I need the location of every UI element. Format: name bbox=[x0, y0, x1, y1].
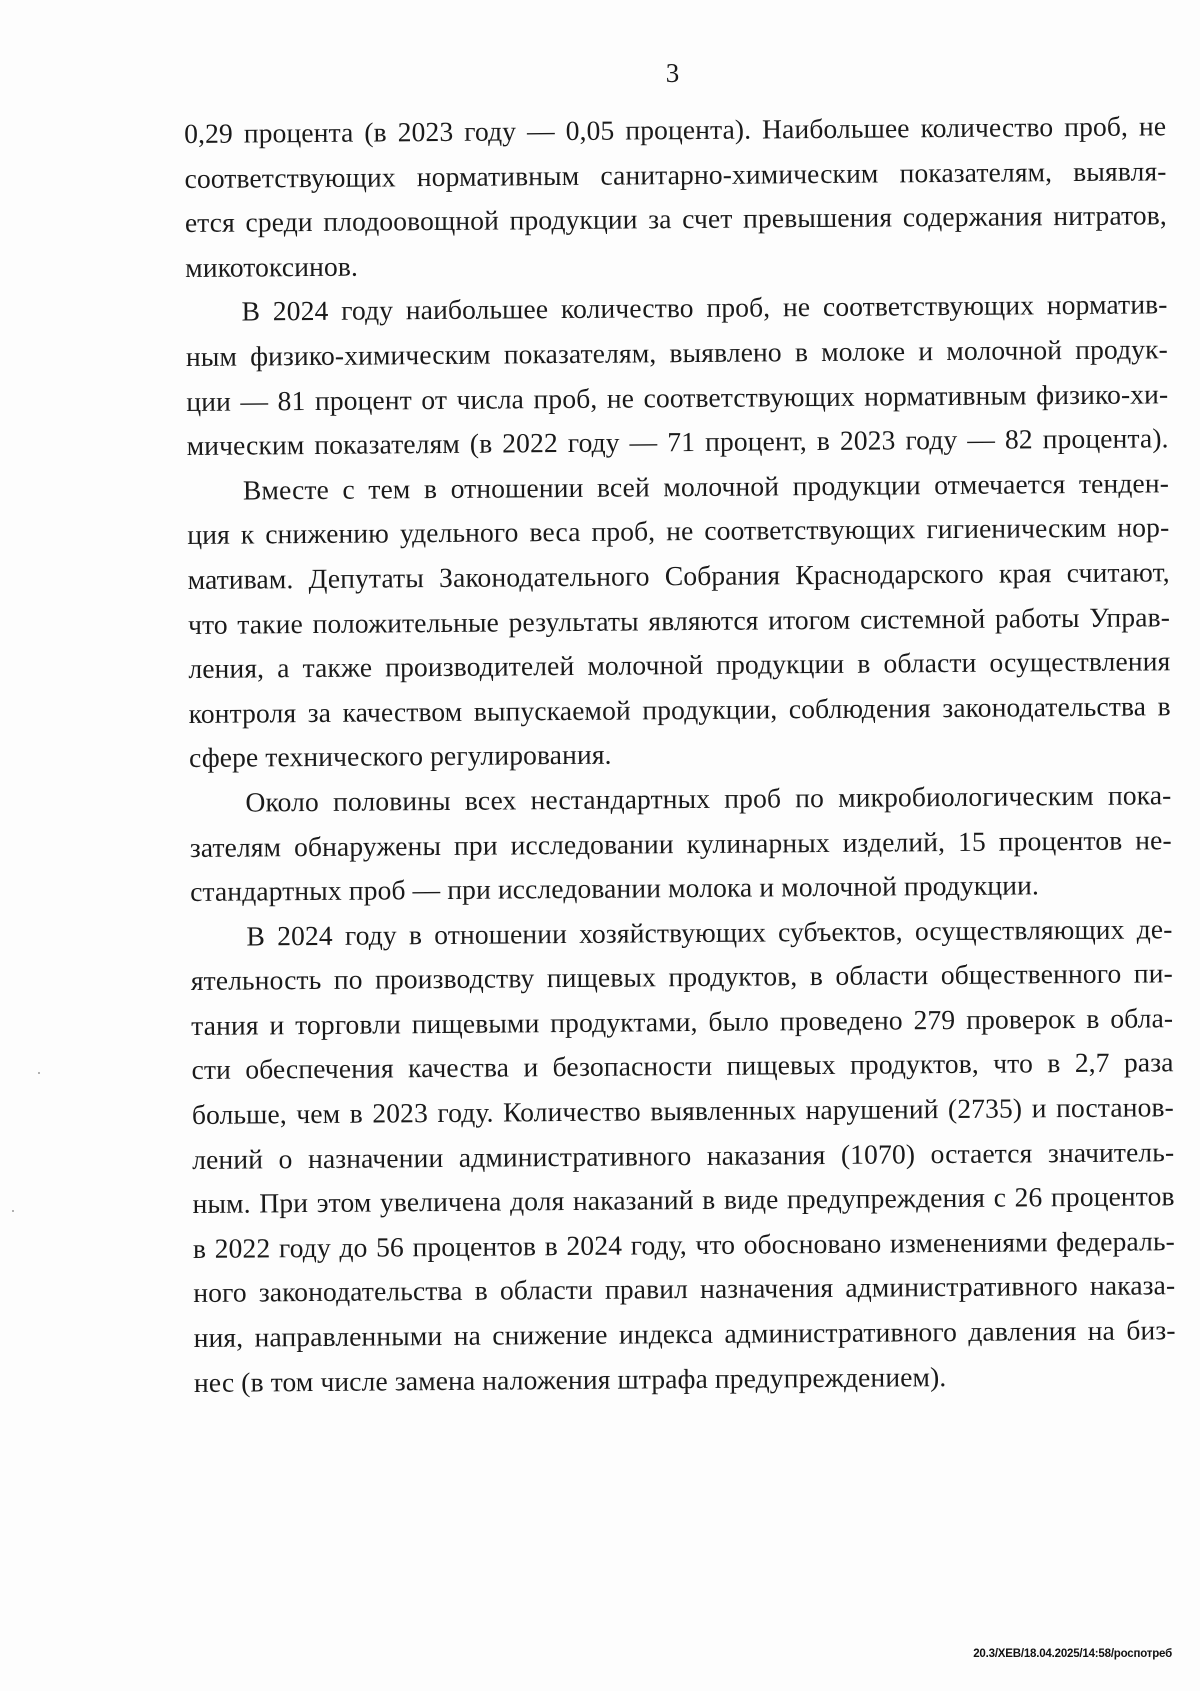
text-line: мическим показателям (в 2022 году — 71 процент, в 2023 году — 82 процента). bbox=[186, 422, 1169, 462]
text-line: лений о назначении административного наказания (1070) остается значитель- bbox=[192, 1135, 1175, 1175]
text-line: в 2022 году до 56 процентов в 2024 году, что обосновано изменениями федераль- bbox=[192, 1225, 1176, 1264]
text-line: ется среди плодоовощной продукции за счет превышения содержания нитратов, bbox=[184, 199, 1167, 239]
text-line: В 2024 году в отношении хозяйствующих субъектов, осуществляющих де- bbox=[246, 912, 1173, 952]
text-line: ятельность по производству пищевых продуктов, в области общественного пи- bbox=[190, 957, 1173, 997]
text-line: контроля за качеством выпускаемой продукции, соблюдения законодательства в bbox=[188, 689, 1171, 729]
scan-speck bbox=[38, 1072, 40, 1074]
text-line: стандартных проб — при исследовании молока и молочной продукции. bbox=[190, 869, 1040, 908]
document-body bbox=[184, 104, 1176, 1405]
text-line: больше, чем в 2023 году. Количество выявленных нарушений (2735) и постанов- bbox=[191, 1091, 1174, 1131]
text-line: ного законодательства в области правил назначения административного наказа- bbox=[193, 1269, 1176, 1309]
text-line: сти обеспечения качества и безопасности пищевых продуктов, что в 2,7 раза bbox=[191, 1046, 1174, 1086]
document-footer-code: 20.3/ХЕВ/18.04.2025/14:58/роспотреб bbox=[973, 1648, 1172, 1660]
paragraph bbox=[187, 461, 1171, 781]
text-line: нес (в том числе замена наложения штрафа предупреждением). bbox=[193, 1360, 947, 1398]
text-line: зателям обнаружены при исследовании кулинарных изделий, 15 процентов не- bbox=[189, 823, 1172, 863]
paragraph bbox=[185, 283, 1168, 469]
paragraph bbox=[189, 773, 1172, 914]
text-line: ным физико-химическим показателям, выявлено в молоке и молочной продук- bbox=[185, 333, 1169, 372]
text-line: ления, а также производителей молочной продукции в области осуществления bbox=[188, 645, 1171, 685]
text-line: Около половины всех нестандартных проб по микробиологическим пока- bbox=[245, 779, 1172, 818]
text-line: соответствующих нормативным санитарно-химическим показателям, выявля- bbox=[184, 154, 1167, 194]
text-line: Вместе с тем в отношении всей молочной продукции отмечается тенден- bbox=[242, 467, 1170, 506]
text-line: ния, направленными на снижение индекса административного давления на биз- bbox=[193, 1314, 1176, 1353]
text-line: мативам. Депутаты Законодательного Собрания Краснодарского края считают, bbox=[187, 556, 1170, 595]
text-line: ции — 81 процент от числа проб, не соответствующих нормативным физико-хи- bbox=[186, 377, 1169, 417]
text-line: что такие положительные результаты являются итогом системной работы Управ- bbox=[187, 600, 1171, 640]
paragraph bbox=[184, 104, 1167, 290]
text-line: 0,29 процента (в 2023 году — 0,05 процента). Наибольшее количество проб, не bbox=[184, 110, 1167, 149]
paragraph bbox=[190, 907, 1176, 1405]
page-number: 3 bbox=[665, 58, 680, 88]
text-line: ным. При этом увеличена доля наказаний в виде предупреждения с 26 процентов bbox=[192, 1180, 1175, 1220]
text-line: ция к снижению удельного веса проб, не соответствующих гигиеническим нор- bbox=[187, 511, 1170, 551]
text-line: В 2024 году наибольшее количество проб, не соответствующих норматив- bbox=[241, 288, 1168, 327]
text-line: сфере технического регулирования. bbox=[188, 738, 612, 774]
text-line: тания и торговли пищевыми продуктами, было проведено 279 проверок в обла- bbox=[191, 1002, 1174, 1041]
text-line: микотоксинов. bbox=[185, 250, 359, 283]
scan-speck bbox=[12, 1210, 14, 1212]
